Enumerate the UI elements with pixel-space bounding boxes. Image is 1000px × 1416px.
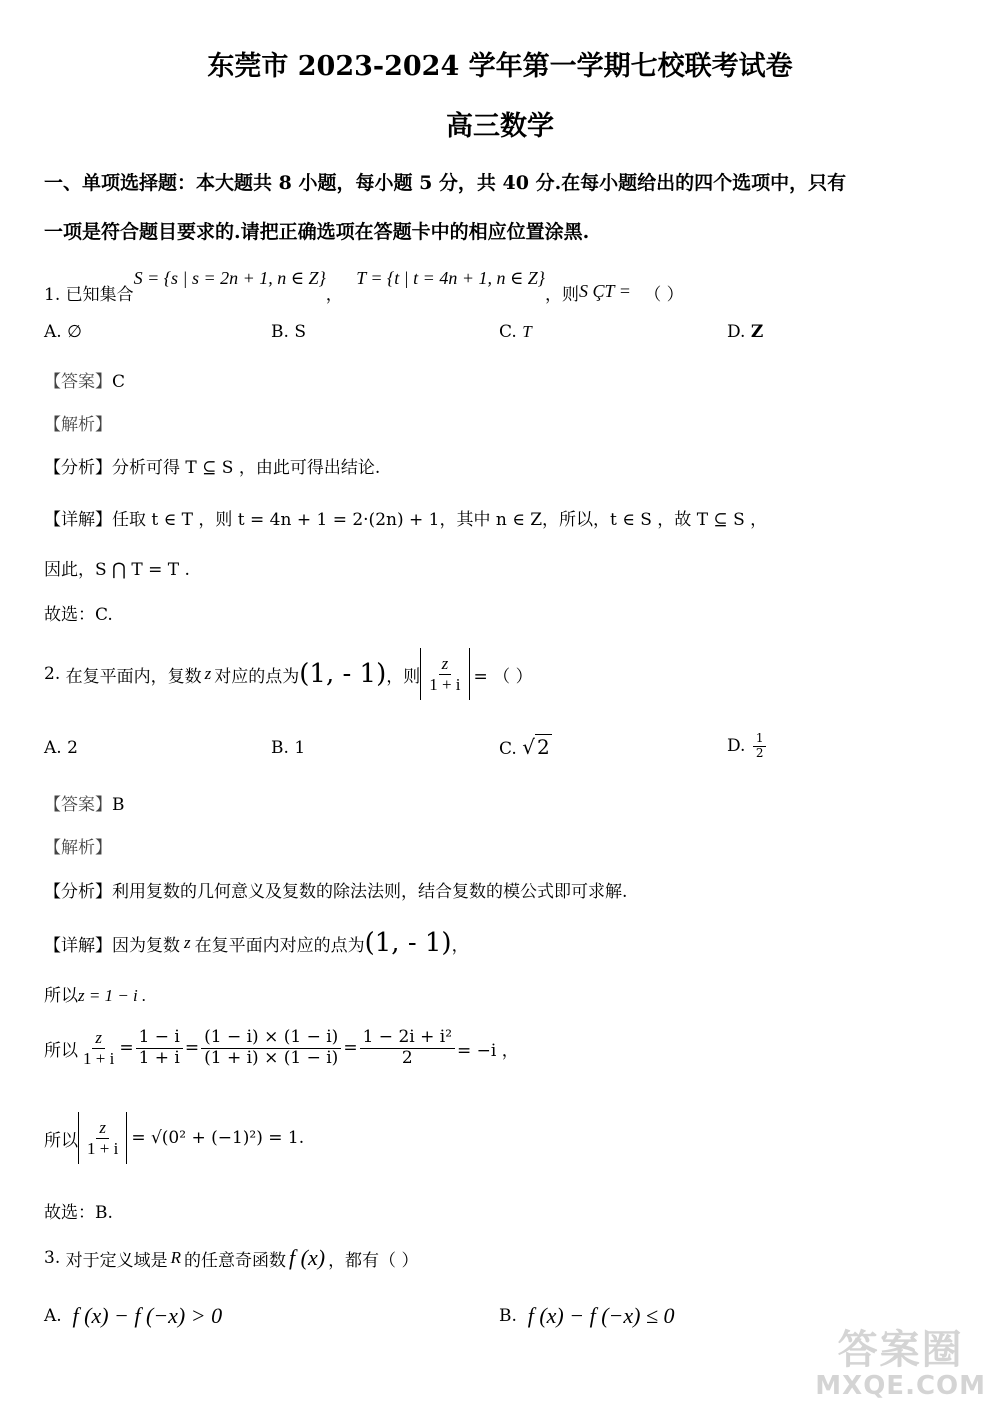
exam-title: 东莞市 2023-2024 学年第一学期七校联考试卷: [207, 51, 793, 82]
q1-stem-then: ，则: [545, 285, 579, 305]
q2-stem-text: 在复平面内，复数: [65, 666, 202, 687]
q2-choose: 故选：B.: [44, 1203, 113, 1223]
q2-number: 2.: [44, 664, 61, 684]
q2-option-d: D. $\frac{1}{2}$: [727, 732, 768, 761]
q2-stem: [44, 648, 533, 700]
q3-stem: 3. 对于定义域是 R 的任意奇函数 f (x) ，都有（ ）: [44, 1245, 419, 1271]
q2-jiexi-label: 【解析】: [44, 838, 112, 858]
q1-option-d: D. Z: [727, 322, 764, 342]
q1-set-t: T = {t | t = 4n + 1, n ∈ Z}: [356, 268, 545, 288]
q1-option-c: C. T: [499, 322, 532, 342]
q1-stem-text: 已知集合: [65, 285, 134, 305]
q2-option-b: B. 1: [271, 738, 306, 758]
q1-stem: [44, 268, 684, 305]
q2-stem-text-3: ，则: [386, 666, 421, 687]
q2-answer: 【答案】B: [44, 795, 125, 815]
q2-modulus: $\frac{z}{1 + i}$: [420, 648, 469, 700]
q1-expr: S ÇT =: [579, 281, 631, 301]
q1-detail: 【详解】任取 t ∈ T ，则 t = 4n + 1 = 2·(2n) + 1，其中 n ∈ Z，所以，t ∈ S ，故 T ⊆ S ，: [44, 510, 768, 530]
q2-answer-paren: = （ ）: [473, 666, 533, 687]
q1-answer-paren: （ ）: [644, 285, 684, 305]
q1-jiexi-label: 【解析】: [44, 415, 112, 435]
q1-choose: 故选：C.: [44, 605, 113, 625]
q1-analysis: 【分析】分析可得 T ⊆ S ，由此可得出结论.: [44, 458, 381, 478]
q2-detail: 【详解】 因为复数 z 在复平面内对应的点为 (1, - 1) ，: [44, 928, 469, 958]
q2-option-a: A. 2: [44, 738, 78, 758]
q2-option-c: C. √ 2: [499, 735, 550, 759]
section-instructions-line2: 一项是符合题目要求的.请把正确选项在答题卡中的相应位置涂黑.: [44, 221, 590, 243]
q1-option-a: A. ∅: [44, 322, 82, 342]
q2-analysis: 【分析】利用复数的几何意义及复数的除法法则，结合复数的模公式即可求解.: [44, 882, 628, 902]
q1-answer: 【答案】C: [44, 372, 126, 392]
q2-modulus-result: 所以 $\frac{z}{1 + i}$ = √(0² + (−1)²) = 1.: [44, 1112, 304, 1164]
section-instructions-line1: 一、单项选择题：本大题共 8 小题，每小题 5 分，共 40 分.在每小题给出的四个选项中，只有: [44, 172, 847, 194]
q2-point: (1, - 1): [299, 659, 387, 689]
q1-number: 1.: [44, 285, 61, 305]
q3-option-a: A. f (x) − f (−x) > 0: [44, 1303, 223, 1328]
q2-z-value: 所以z = 1 − i .: [44, 986, 147, 1006]
q1-option-b: B. S: [271, 322, 306, 342]
q1-sep: ，: [325, 285, 343, 305]
q2-stem-text-2: 对应的点为: [214, 666, 300, 687]
q1-set-s: S = {s | s = 2n + 1, n ∈ Z}: [133, 268, 326, 288]
q2-division-equation: 所以 $\frac{z}{1 + i}$ = $\frac{1 - i}{1 + i}$ = $\frac{(1 - i) \times (1 - i)}{(1 + i) \times (1 - i)}$ = $\frac{\text{1 − 2i + i²}}{2}$ = −i ，: [44, 1027, 519, 1068]
q3-option-b: B. f (x) − f (−x) ≤ 0: [499, 1303, 675, 1328]
exam-subtitle: 高三数学: [446, 111, 554, 142]
watermark-logo: 答案圈 MXQE.COM: [815, 1327, 986, 1401]
q1-conclusion: 因此，S ⋂ T = T .: [44, 560, 190, 580]
q2-var-z: z: [204, 664, 212, 683]
